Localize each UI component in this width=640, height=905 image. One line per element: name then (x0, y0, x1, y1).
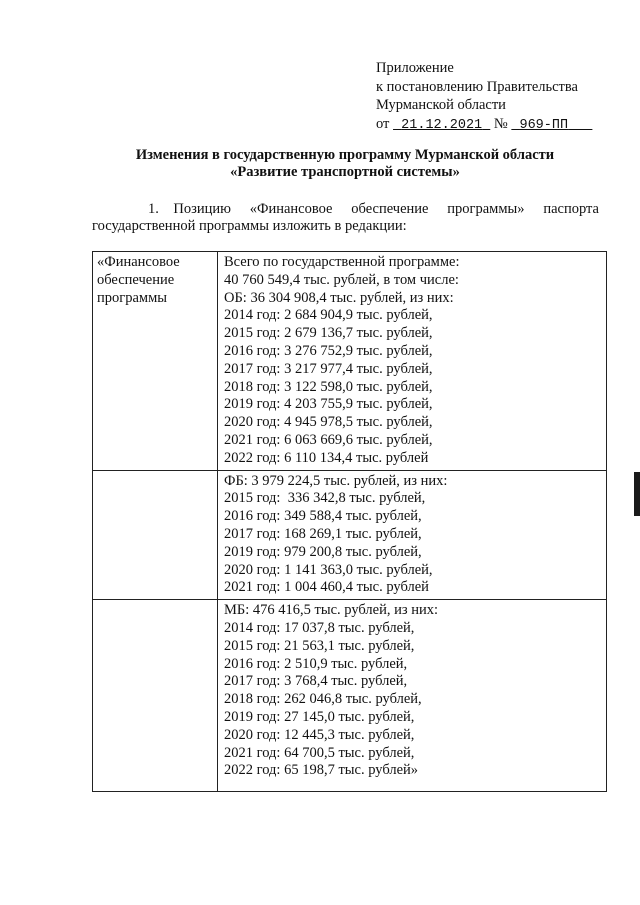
federal-budget-cell: ФБ: 3 979 224,5 тыс. рублей, из них: 2015 год: 336 342,8 тыс. рублей, 2016 год: 349 588,4 тыс. рублей, 2017 год: 168 269,1 тыс. рублей, 2019 год: 979 200,8 тыс. рублей, 2020 год: 1 141 363,0 тыс. рублей, 2021 год: 1 004 460,4 тыс. рублей (218, 470, 607, 600)
paragraph-number: 1. (148, 201, 159, 217)
appendix-line-1: Приложение (376, 60, 454, 76)
date-prefix: от (376, 115, 390, 132)
title-line-1: Изменения в государственную программу Мурманской области (135, 147, 555, 163)
appendix-line-2: к постановлению Правительства (376, 78, 578, 95)
empty-label-cell (93, 470, 218, 600)
resolution-number: 969-ПП (519, 117, 569, 133)
municipal-budget-cell: МБ: 476 416,5 тыс. рублей, из них: 2014 год: 17 037,8 тыс. рублей, 2015 год: 21 563,1 тыс. рублей, 2016 год: 2 510,9 тыс. рублей, 2017 год: 3 768,4 тыс. рублей, 2018 год: 262 046,8 тыс. рублей, 2019 год: 27 145,0 тыс. рублей, 2020 год: 12 445,3 тыс. рублей, 2021 год: 64 700,5 тыс. рублей, 2022 год: 65 198,7 тыс. рублей» (218, 600, 607, 792)
title-line-2: «Развитие транспортной системы» (230, 164, 460, 180)
table-row-municipal (93, 600, 607, 792)
table-row-total (93, 252, 607, 471)
paragraph-1-line-2: государственной программы изложить в редакции: (92, 218, 407, 234)
financing-table (92, 251, 607, 792)
table-row-federal (93, 470, 607, 600)
empty-label-cell (93, 600, 218, 792)
appendix-header (376, 59, 592, 135)
appendix-line-3: Мурманской области (376, 97, 506, 113)
document-title (0, 147, 640, 181)
number-sign: № (493, 115, 508, 132)
total-financing-cell: Всего по государственной программе: 40 760 549,4 тыс. рублей, в том числе: ОБ: 36 304 908,4 тыс. рублей, из них: 2014 год: 2 684 904,9 тыс. рублей, 2015 год: 2 679 136,7 тыс. рублей, 2016 год: 3 276 752,9 тыс. рублей, 2017 год: 3 217 977,4 тыс. рублей, 2018 год: 3 122 598,0 тыс. рублей, 2019 год: 4 203 755,9 тыс. рублей, 2020 год: 4 945 978,5 тыс. рублей, 2021 год: 6 063 669,6 тыс. рублей, 2022 год: 6 110 134,4 тыс. рублей (218, 252, 607, 471)
paragraph-1-line-1: 1. Позицию «Финансовое обеспечение программы» паспорта (148, 201, 599, 217)
paragraph-1 (92, 201, 599, 235)
resolution-date: 21.12.2021 (401, 117, 483, 133)
appendix-date-line (376, 115, 592, 136)
label-cell: «Финансовое обеспечение программы (93, 252, 218, 471)
scan-edge-mark (634, 472, 640, 516)
